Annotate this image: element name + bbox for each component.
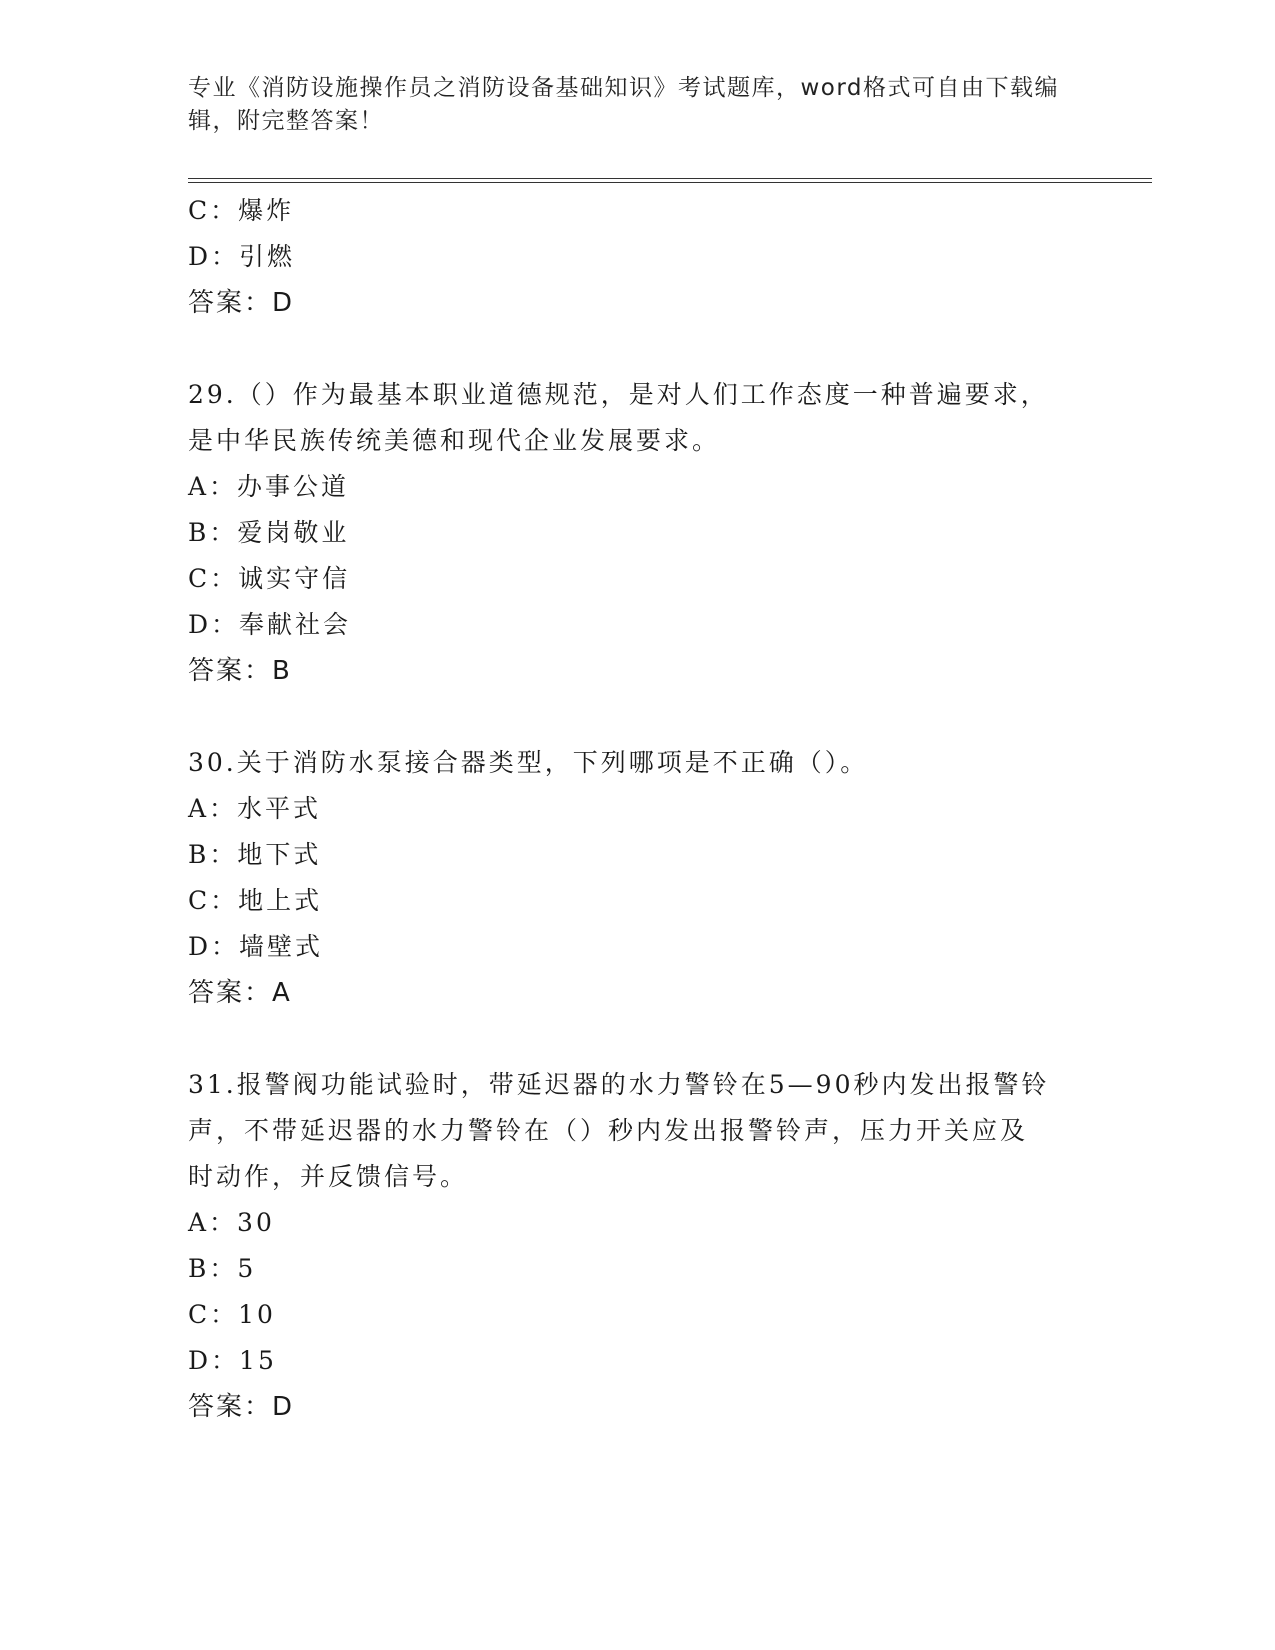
question-list bbox=[188, 188, 1088, 1430]
option-c: C：地上式 bbox=[188, 886, 323, 915]
header-line-2: 辑，附完整答案！ bbox=[188, 108, 384, 134]
option-b: B：爱岗敬业 bbox=[188, 518, 350, 547]
header-rule-bottom bbox=[188, 182, 1152, 183]
option-c: C：诚实守信 bbox=[188, 564, 351, 593]
question-text-line: 30.关于消防水泵接合器类型，下列哪项是不正确（）。 bbox=[188, 748, 869, 777]
question-31 bbox=[188, 1062, 1088, 1430]
question-text-line: 声，不带延迟器的水力警铃在（）秒内发出报警铃声，压力开关应及 bbox=[188, 1116, 1029, 1145]
option-b: B：地下式 bbox=[188, 840, 322, 869]
question-29 bbox=[188, 372, 1088, 694]
option-a: A：办事公道 bbox=[188, 472, 350, 501]
header-line-1: 专业《消防设施操作员之消防设备基础知识》考试题库，word格式可自由下载编 bbox=[188, 75, 1060, 101]
question-text-line: 时动作，并反馈信号。 bbox=[188, 1162, 469, 1191]
question-text-line: 29.（）作为最基本职业道德规范，是对人们工作态度一种普遍要求， bbox=[188, 380, 1049, 409]
option-b: B：5 bbox=[188, 1254, 257, 1283]
option-c: C：10 bbox=[188, 1300, 276, 1329]
answer-line: 答案：B bbox=[188, 656, 292, 686]
option-c: C：爆炸 bbox=[188, 196, 295, 225]
question-text-line: 31.报警阀功能试验时，带延迟器的水力警铃在5—90秒内发出报警铃 bbox=[188, 1070, 1050, 1099]
answer-line: 答案：D bbox=[188, 1392, 295, 1422]
option-d: D：引燃 bbox=[188, 242, 296, 271]
answer-line: 答案：D bbox=[188, 288, 295, 318]
option-a: A：水平式 bbox=[188, 794, 322, 823]
question-text-line: 是中华民族传统美德和现代企业发展要求。 bbox=[188, 426, 721, 455]
document-header bbox=[188, 72, 1088, 138]
header-rule-top bbox=[188, 178, 1152, 179]
option-d: D：奉献社会 bbox=[188, 610, 352, 639]
option-d: D：墙壁式 bbox=[188, 932, 324, 961]
partial-question-28 bbox=[188, 188, 1088, 326]
option-a: A：30 bbox=[188, 1208, 275, 1237]
option-d: D：15 bbox=[188, 1346, 277, 1375]
answer-line: 答案：A bbox=[188, 978, 292, 1008]
question-30 bbox=[188, 740, 1088, 1016]
